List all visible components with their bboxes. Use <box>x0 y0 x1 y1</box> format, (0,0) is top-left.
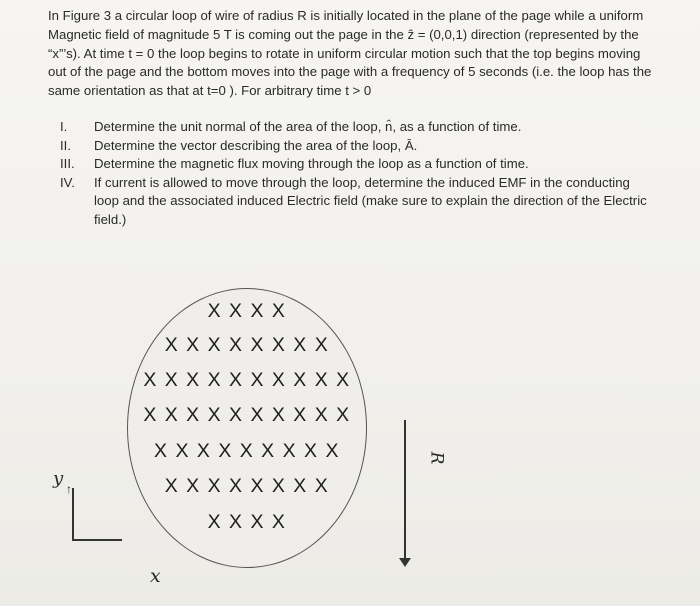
question-number: III. <box>60 156 75 171</box>
field-row: X X X X X X X X X <box>154 440 340 462</box>
field-row: X X X X <box>207 511 287 533</box>
intro-line: out of the page and the bottom moves into the page with a frequency of 5 seconds (i.e. the loop has the <box>48 64 652 80</box>
y-arrow-tick-icon: ↑ <box>66 482 72 496</box>
question-text: Determine the vector describing the area of the loop, Ā. <box>94 137 418 153</box>
question-number: I. <box>60 119 68 134</box>
x-axis-label: x <box>150 565 161 587</box>
question-item <box>48 174 688 230</box>
field-row: X X X X <box>207 300 287 322</box>
question-text: Determine the unit normal of the area of the loop, n̂, as a function of time. <box>94 119 522 134</box>
field-row: X X X X X X X X <box>164 475 330 497</box>
question-text: Determine the magnetic flux moving through the loop as a function of time. <box>94 156 529 171</box>
intro-line: In Figure 3 a circular loop of wire of radius R is initially located in the plane of the page while a uniform <box>48 8 644 23</box>
x-axis-line <box>72 539 122 541</box>
intro-line: same orientation as that at t=0 ). For arbitrary time t > 0 <box>48 83 372 99</box>
intro-line: Magnetic field of magnitude 5 T is coming out the page in the ẑ = (0,0,1) direction (represented by the <box>48 26 639 42</box>
radius-arrow-head-icon <box>399 558 411 567</box>
y-axis-label: y <box>53 468 64 489</box>
figure-3 <box>0 260 700 606</box>
question-list <box>48 118 688 229</box>
question-item <box>48 118 688 137</box>
question-text: If current is allowed to move through the loop, determine the induced EMF in the conducting <box>94 174 630 190</box>
question-item <box>48 155 688 174</box>
question-item <box>48 137 688 156</box>
field-row: X X X X X X X X <box>164 334 330 356</box>
question-text: loop and the associated induced Electric field (make sure to explain the direction of the Electric <box>94 193 647 208</box>
y-axis-line <box>72 488 74 540</box>
problem-intro <box>48 7 688 101</box>
question-number: II. <box>60 137 71 153</box>
field-row: X X X X X X X X X X <box>143 404 351 426</box>
question-number: IV. <box>60 174 75 190</box>
question-text: field.) <box>94 211 127 227</box>
field-row: X X X X X X X X X X <box>143 369 351 391</box>
radius-arrow-shaft <box>404 420 406 562</box>
intro-line: “x”’s). At time t = 0 the loop begins to rotate in uniform circular motion such that the top begins moving <box>48 45 641 61</box>
radius-label: R <box>426 451 447 465</box>
